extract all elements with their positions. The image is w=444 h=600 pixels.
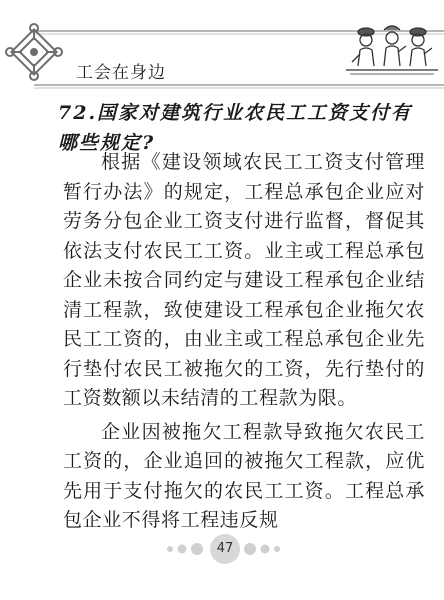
page-number: 47 <box>216 541 234 556</box>
workers-illustration-icon <box>344 18 440 78</box>
paragraph: 企业因被拖欠工程款导致拖欠农民工工资的，企业追回的被拖欠工程款，应优先用于支付拖欠的农民工工资。工程总承包企业不得将工程违反规 <box>63 420 425 531</box>
paragraph: 根据《建设领域农民工工资支付管理暂行办法》的规定，工程总承包企业应对劳务分包企业工资支付进行监督，督促其依法支付农民工工资。业主或工程总承包企业未按合同约定与建设工程承包企业结清工程款，致使建设工程承包企业拖欠农民工工资的，由业主或工程总承包企业先行垫付农民工被拖欠的工资，先行垫付的工资数额以未结清的工程款为限。 <box>63 151 425 409</box>
knot-ornament-icon <box>2 20 66 84</box>
answer-body <box>63 148 425 540</box>
page-header <box>0 0 444 92</box>
running-head: 工会在身边 <box>76 63 166 83</box>
question-heading: 72.国家对建筑行业农民工工资支付有哪些规定? <box>58 102 413 154</box>
